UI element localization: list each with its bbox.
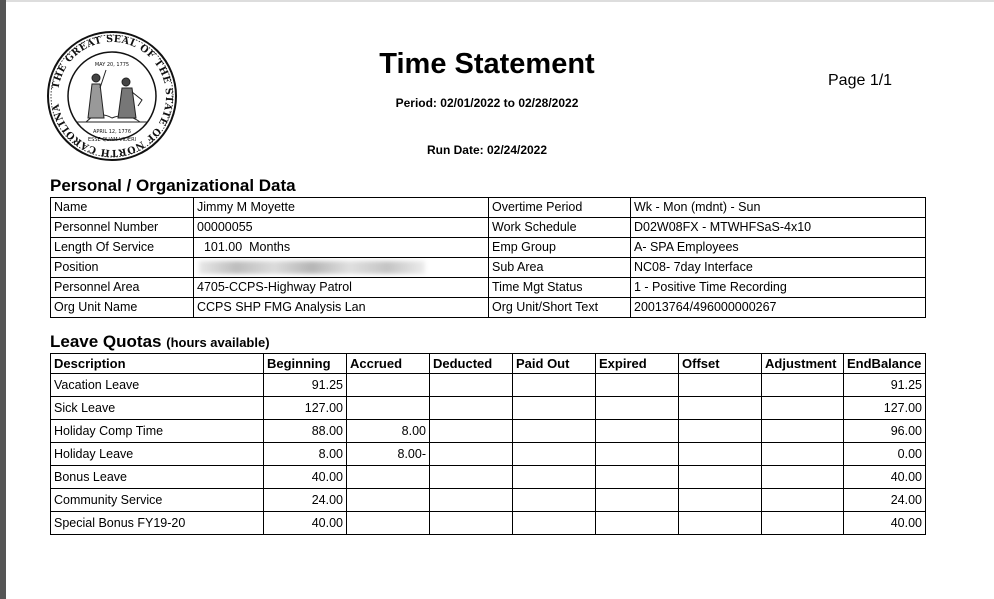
table-cell (762, 374, 844, 397)
table-row (51, 238, 926, 258)
table-cell: 8.00- (347, 443, 430, 466)
table-cell (430, 420, 513, 443)
field-label: Personnel Number (51, 218, 194, 238)
svg-text:THE GREAT SEAL OF THE STATE OF: THE GREAT SEAL OF THE STATE OF NORTH CAROLINA (50, 33, 175, 159)
field-value: Jimmy M Moyette (194, 198, 489, 218)
field-label: Personnel Area (51, 278, 194, 298)
table-cell: 8.00 (347, 420, 430, 443)
field-label: Length Of Service (51, 238, 194, 258)
svg-text:APRIL 12, 1776: APRIL 12, 1776 (92, 129, 132, 135)
table-row (51, 420, 926, 443)
personal-data-table (50, 197, 926, 318)
table-cell: 96.00 (844, 420, 926, 443)
field-label: Overtime Period (489, 198, 631, 218)
table-cell: 24.00 (264, 489, 347, 512)
table-cell: 8.00 (264, 443, 347, 466)
table-cell (679, 420, 762, 443)
table-cell: 88.00 (264, 420, 347, 443)
table-cell: 91.25 (264, 374, 347, 397)
table-cell (513, 489, 596, 512)
table-cell (430, 397, 513, 420)
table-cell: 40.00 (844, 512, 926, 535)
table-cell: 24.00 (844, 489, 926, 512)
table-cell (347, 397, 430, 420)
column-header: Accrued (347, 354, 430, 374)
table-row (51, 198, 926, 218)
table-row (51, 512, 926, 535)
table-cell (596, 489, 679, 512)
table-cell (430, 512, 513, 535)
table-cell (679, 489, 762, 512)
table-cell (596, 512, 679, 535)
column-header: Adjustment (762, 354, 844, 374)
field-label: Org Unit Name (51, 298, 194, 318)
table-header-row (51, 354, 926, 374)
table-cell (679, 374, 762, 397)
table-cell: 0.00 (844, 443, 926, 466)
table-cell: Holiday Comp Time (51, 420, 264, 443)
table-cell: Holiday Leave (51, 443, 264, 466)
table-cell: 40.00 (264, 512, 347, 535)
table-cell (513, 420, 596, 443)
table-row (51, 397, 926, 420)
table-cell (513, 512, 596, 535)
table-cell (762, 489, 844, 512)
table-cell: 127.00 (264, 397, 347, 420)
field-value: Wk - Mon (mdnt) - Sun (631, 198, 926, 218)
column-header: Offset (679, 354, 762, 374)
table-cell (513, 397, 596, 420)
table-cell (596, 397, 679, 420)
field-label: Position (51, 258, 194, 278)
table-cell (596, 374, 679, 397)
leave-quotas-table (50, 353, 926, 535)
table-cell (596, 443, 679, 466)
table-cell (347, 512, 430, 535)
page-number: Page 1/1 (828, 72, 893, 89)
table-cell: Community Service (51, 489, 264, 512)
table-cell: Special Bonus FY19-20 (51, 512, 264, 535)
redacted-blur (199, 261, 425, 274)
table-cell (762, 420, 844, 443)
page-top-edge (0, 0, 994, 2)
leave-section-title (50, 332, 270, 352)
viewer-left-edge (0, 0, 6, 599)
table-cell (430, 466, 513, 489)
table-cell (762, 397, 844, 420)
leave-title-text: Leave Quotas (50, 332, 162, 351)
table-cell (762, 512, 844, 535)
column-header: Paid Out (513, 354, 596, 374)
table-cell (596, 466, 679, 489)
table-cell: Vacation Leave (51, 374, 264, 397)
run-date: Run Date: 02/24/2022 (426, 143, 548, 157)
field-value: 4705-CCPS-Highway Patrol (194, 278, 489, 298)
column-header: Expired (596, 354, 679, 374)
personal-section-title: Personal / Organizational Data (50, 176, 296, 195)
table-cell (513, 374, 596, 397)
table-cell: 127.00 (844, 397, 926, 420)
table-row (51, 258, 926, 278)
field-value: NC08- 7day Interface (631, 258, 926, 278)
svg-text:ESSE QUAM VIDERI: ESSE QUAM VIDERI (87, 137, 137, 143)
table-cell (430, 489, 513, 512)
column-header: Description (51, 354, 264, 374)
table-cell (430, 443, 513, 466)
leave-subtitle: (hours available) (166, 335, 270, 350)
field-value: D02W08FX - MTWHFSaS-4x10 (631, 218, 926, 238)
field-label: Name (51, 198, 194, 218)
field-value: 00000055 (194, 218, 489, 238)
document-title: Time Statement (379, 48, 595, 80)
table-row (51, 374, 926, 397)
column-header: Deducted (430, 354, 513, 374)
table-cell: 40.00 (264, 466, 347, 489)
table-cell (679, 443, 762, 466)
table-cell: Sick Leave (51, 397, 264, 420)
svg-text:MAY 20, 1775: MAY 20, 1775 (94, 62, 130, 68)
field-value: CCPS SHP FMG Analysis Lan (194, 298, 489, 318)
table-cell (679, 466, 762, 489)
table-cell (596, 420, 679, 443)
table-cell (430, 374, 513, 397)
nc-state-seal-icon (46, 30, 178, 162)
field-label: Org Unit/Short Text (489, 298, 631, 318)
table-cell (513, 466, 596, 489)
period-range: Period: 02/01/2022 to 02/28/2022 (395, 96, 579, 110)
table-cell (762, 443, 844, 466)
table-row (51, 466, 926, 489)
table-row (51, 218, 926, 238)
table-cell (679, 512, 762, 535)
field-value: A- SPA Employees (631, 238, 926, 258)
field-label: Sub Area (489, 258, 631, 278)
field-label: Time Mgt Status (489, 278, 631, 298)
table-row (51, 278, 926, 298)
field-value: 1 - Positive Time Recording (631, 278, 926, 298)
table-cell (513, 443, 596, 466)
table-cell (347, 374, 430, 397)
table-cell (679, 397, 762, 420)
field-label: Work Schedule (489, 218, 631, 238)
field-label: Emp Group (489, 238, 631, 258)
table-cell: 91.25 (844, 374, 926, 397)
table-row (51, 443, 926, 466)
table-cell (347, 489, 430, 512)
field-value: 20013764/496000000267 (631, 298, 926, 318)
field-value: 101.00 Months (194, 238, 489, 258)
table-row (51, 489, 926, 512)
table-cell: Bonus Leave (51, 466, 264, 489)
table-cell (347, 466, 430, 489)
table-row (51, 298, 926, 318)
table-cell (762, 466, 844, 489)
column-header: EndBalance (844, 354, 926, 374)
table-cell: 40.00 (844, 466, 926, 489)
column-header: Beginning (264, 354, 347, 374)
field-value-redacted (194, 258, 489, 278)
